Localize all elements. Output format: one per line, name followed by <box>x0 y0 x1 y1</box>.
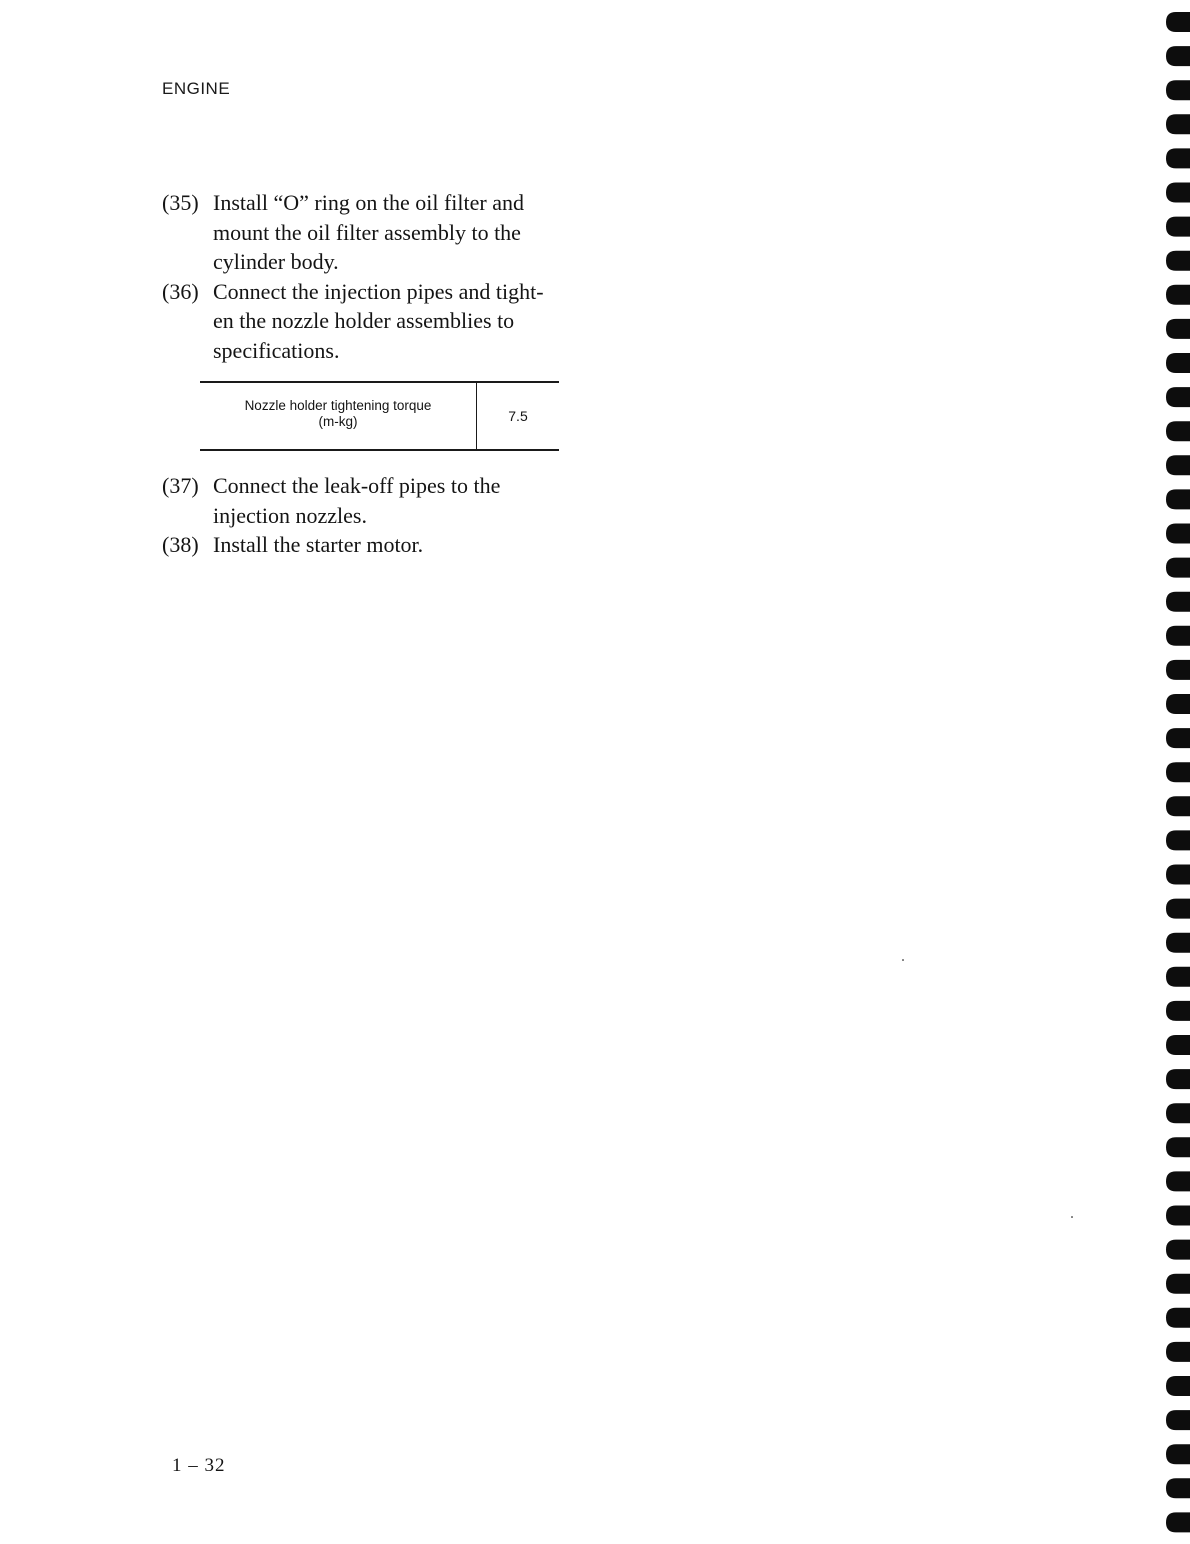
spec-unit: (m-kg) <box>318 414 358 429</box>
binding-hole <box>1166 1001 1190 1021</box>
step-text <box>213 188 584 277</box>
binding-hole <box>1166 251 1190 271</box>
binding-hole <box>1166 489 1190 509</box>
binding-hole <box>1166 626 1190 646</box>
binding-hole <box>1166 114 1190 134</box>
step-line: injection nozzles. <box>213 502 367 528</box>
binding-hole <box>1166 933 1190 953</box>
step-line: mount the oil filter assembly to the <box>213 219 521 245</box>
binding-hole <box>1166 1171 1190 1191</box>
binding-hole <box>1166 353 1190 373</box>
step-text <box>213 471 584 530</box>
binding-hole <box>1166 1206 1190 1226</box>
binding-hole <box>1166 80 1190 100</box>
step-number: (37) <box>162 473 199 498</box>
step-line: cylinder body. <box>213 249 339 274</box>
section-header: ENGINE <box>162 79 231 98</box>
torque-spec-table <box>200 381 559 451</box>
binding-hole <box>1166 1035 1190 1055</box>
scan-speck <box>902 959 904 961</box>
step-35 <box>162 188 584 277</box>
binding-hole <box>1166 217 1190 237</box>
binding-hole <box>1166 762 1190 782</box>
binding-hole <box>1166 387 1190 407</box>
spec-label-cell <box>200 383 477 449</box>
binding-hole <box>1166 592 1190 612</box>
binding-hole <box>1166 46 1190 66</box>
binding-hole <box>1166 455 1190 475</box>
scan-speck <box>1071 1216 1073 1218</box>
binding-hole <box>1166 967 1190 987</box>
binding-holes <box>1163 0 1190 1544</box>
step-line: Install “O” ring on the oil filter and <box>213 190 524 215</box>
binding-hole <box>1166 148 1190 168</box>
binding-hole <box>1166 183 1190 203</box>
binding-hole <box>1166 285 1190 305</box>
steps-list-upper <box>162 188 584 365</box>
binding-hole <box>1166 421 1190 441</box>
binding-hole <box>1166 524 1190 544</box>
binding-hole <box>1166 12 1190 32</box>
binding-hole <box>1166 1342 1190 1362</box>
binding-hole <box>1166 728 1190 748</box>
step-38 <box>162 530 584 560</box>
step-line: specifications. <box>213 337 340 363</box>
step-number: (36) <box>162 278 199 304</box>
spec-value-cell <box>477 383 559 449</box>
binding-hole <box>1166 899 1190 919</box>
page-number: 1 – 32 <box>172 1455 226 1476</box>
binding-hole <box>1166 1478 1190 1498</box>
binding-hole <box>1166 1376 1190 1396</box>
binding-hole <box>1166 660 1190 680</box>
binding-hole <box>1166 1069 1190 1089</box>
steps-list-lower <box>162 471 584 560</box>
binding-hole <box>1166 1274 1190 1294</box>
step-line: Install the starter motor. <box>213 532 424 557</box>
binding-hole <box>1166 558 1190 578</box>
step-number: (35) <box>162 190 199 215</box>
step-text <box>213 277 584 366</box>
step-line: Connect the injection pipes and tight- <box>213 278 544 304</box>
step-number: (38) <box>162 532 199 557</box>
binding-hole <box>1166 865 1190 885</box>
binding-hole <box>1166 1308 1190 1328</box>
spec-value: 7.5 <box>508 408 528 424</box>
binding-hole <box>1166 796 1190 816</box>
step-text <box>213 530 584 560</box>
step-36 <box>162 277 584 366</box>
binding-hole <box>1166 1444 1190 1464</box>
binding-hole <box>1166 1240 1190 1260</box>
binding-hole <box>1166 694 1190 714</box>
binding-hole <box>1166 830 1190 850</box>
binding-hole <box>1166 1103 1190 1123</box>
binding-hole <box>1166 1512 1190 1532</box>
step-line: Connect the leak-off pipes to the <box>213 473 501 498</box>
binding-hole <box>1166 1410 1190 1430</box>
binding-hole <box>1166 319 1190 339</box>
step-line: en the nozzle holder assemblies to <box>213 308 515 333</box>
spec-label: Nozzle holder tightening torque <box>244 398 432 413</box>
step-37 <box>162 471 584 530</box>
binding-hole <box>1166 1137 1190 1157</box>
